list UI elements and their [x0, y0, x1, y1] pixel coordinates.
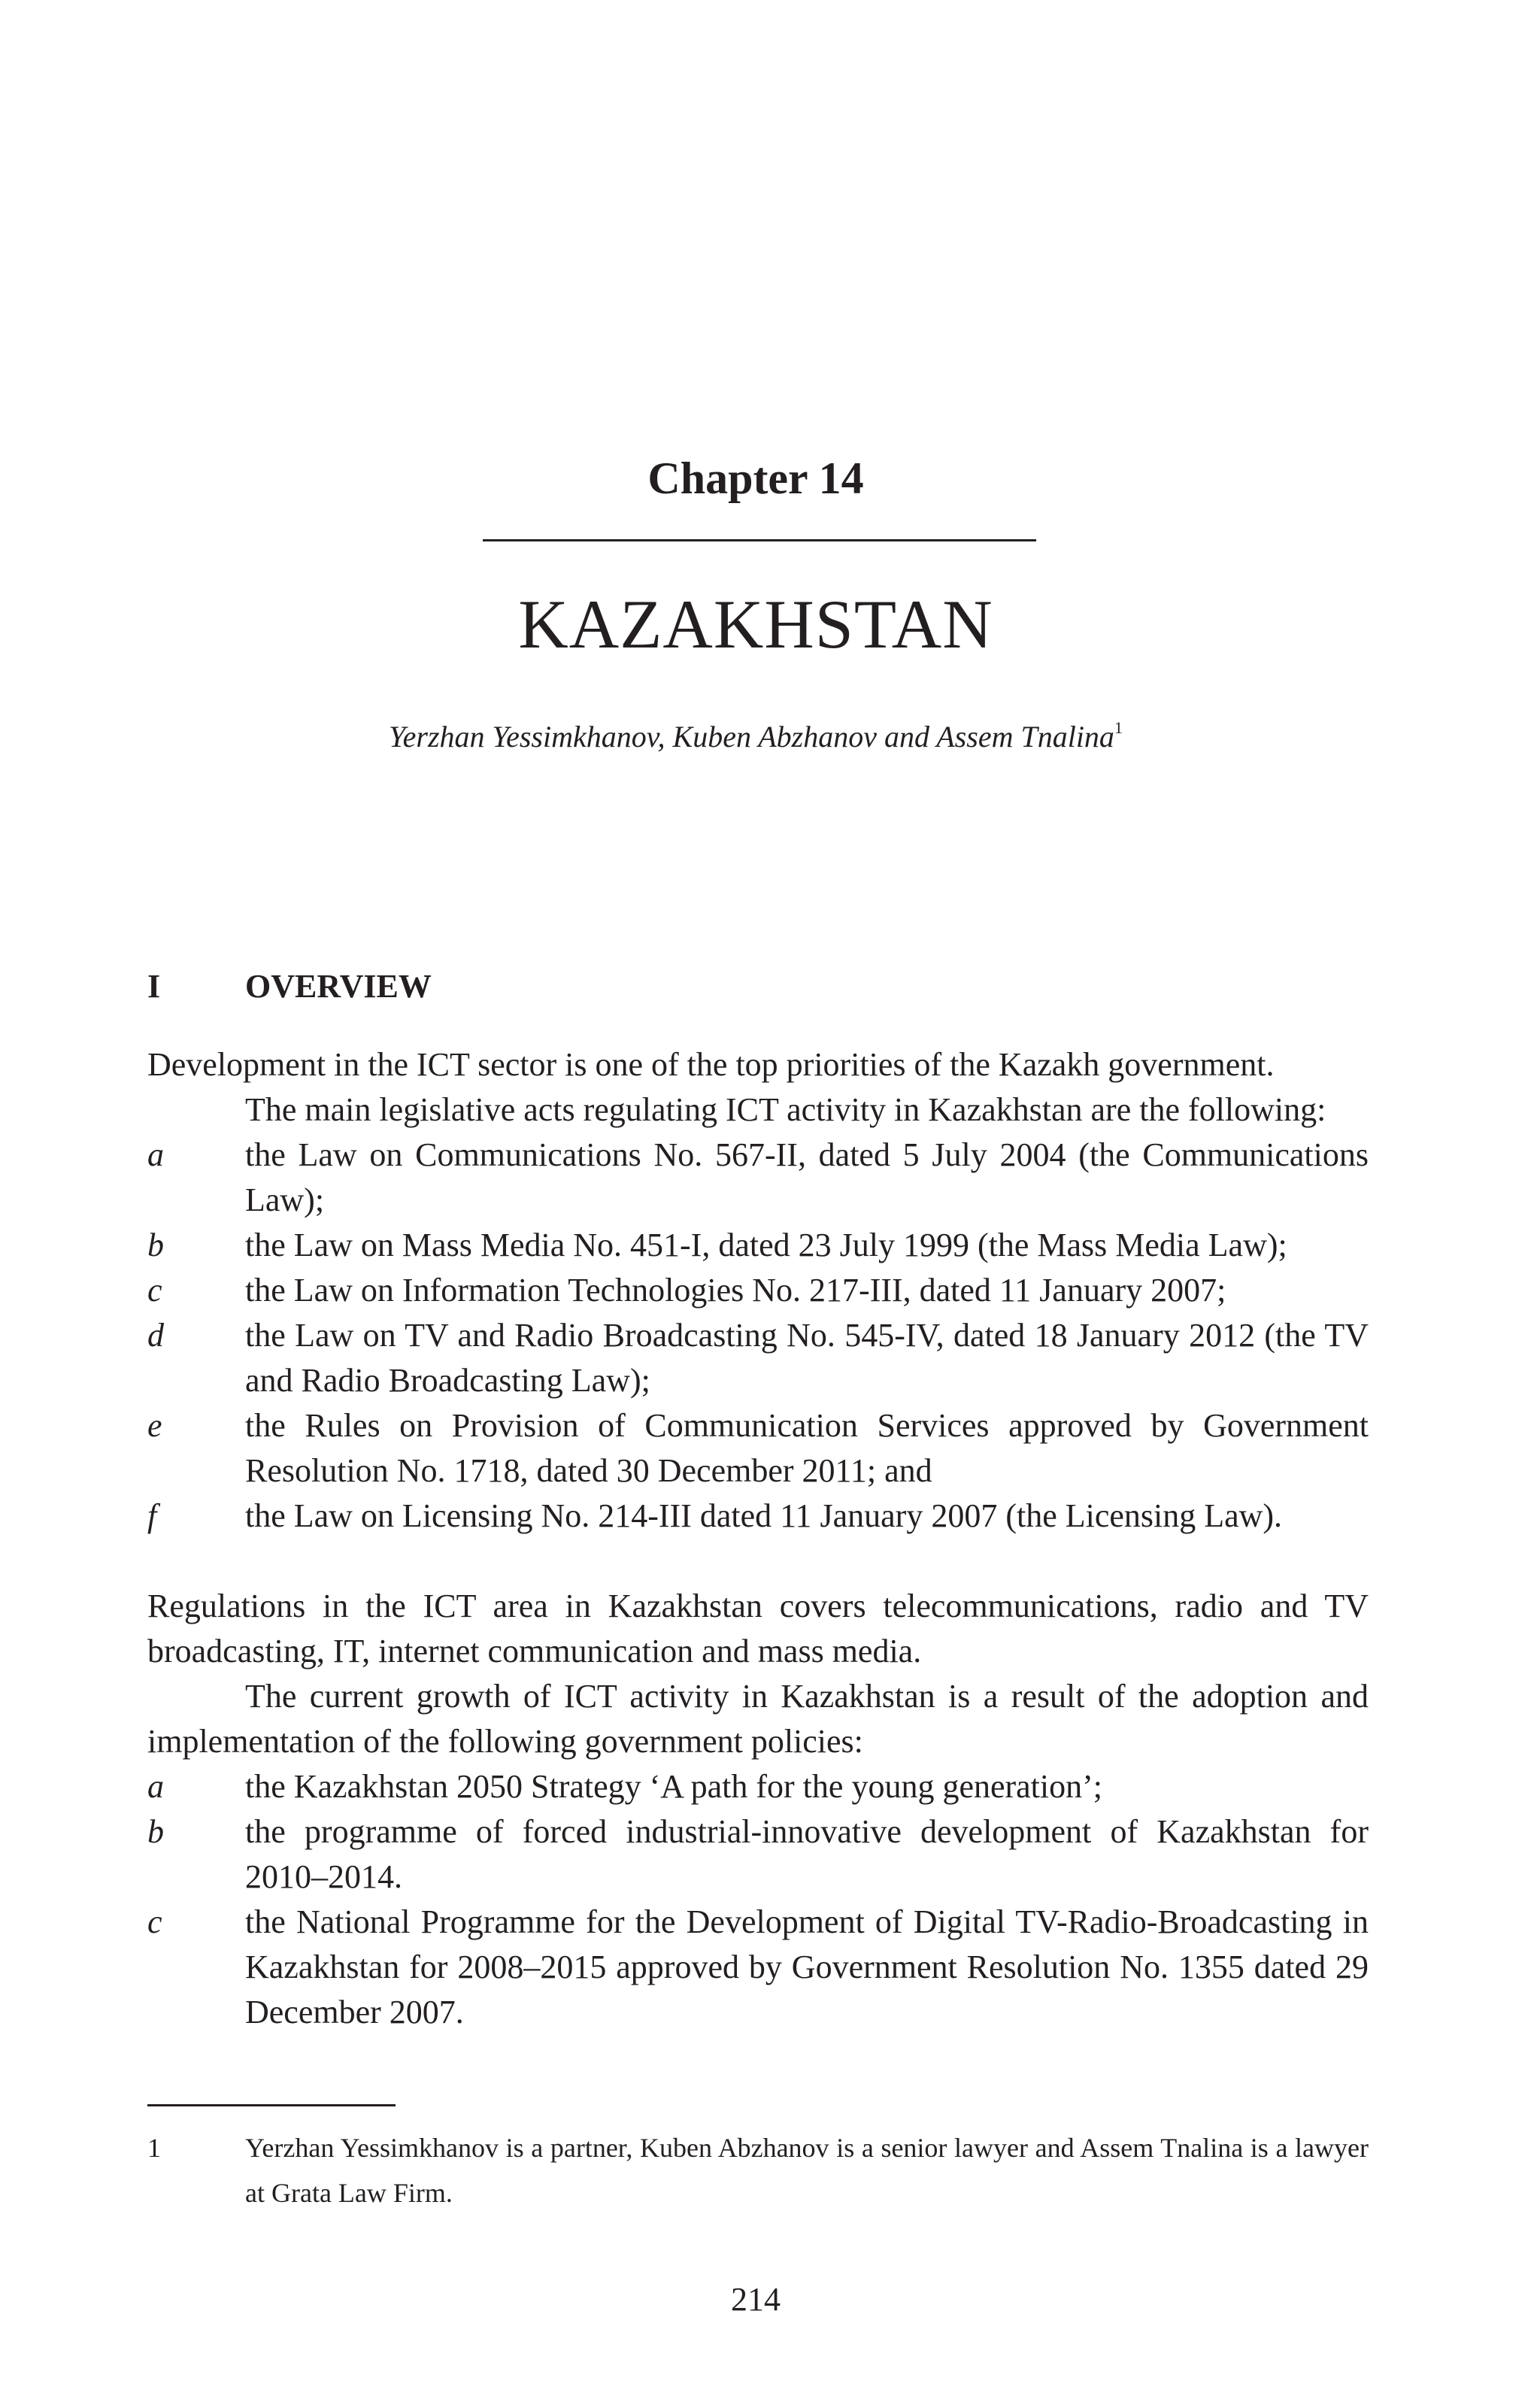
list-marker: c [147, 1903, 162, 1940]
chapter-label: Chapter 14 [647, 453, 864, 503]
list-item [147, 1133, 1369, 1223]
list-text: the Law on Mass Media No. 451-I, dated 23 July 1999 (the Mass Media Law); [245, 1227, 1287, 1263]
list-text: the Law on TV and Radio Broadcasting No. 545-IV, dated 18 January 2012 (the TV and Radio Broadcasting Law); [245, 1317, 1369, 1399]
list-item [147, 1764, 1369, 1809]
paragraph: The main legislative acts regulating ICT activity in Kazakhstan are the following: [245, 1091, 1326, 1128]
list-marker: a [147, 1136, 164, 1173]
list-marker: d [147, 1317, 164, 1354]
list-marker: f [147, 1497, 157, 1534]
section-title: OVERVIEW [245, 968, 432, 1005]
list-text: the Law on Information Technologies No. 217-III, dated 11 January 2007; [245, 1272, 1226, 1309]
list-marker: b [147, 1227, 164, 1263]
chapter-rule [483, 539, 1036, 541]
footnote-text: Yerzhan Yessimkhanov is a partner, Kuben Abzhanov is a senior lawyer and Assem Tnalina is a lawyer at Grata Law Firm. [245, 2133, 1369, 2208]
footnote-number: 1 [147, 2133, 161, 2163]
paragraph: Development in the ICT sector is one of the top priorities of the Kazakh government. [147, 1046, 1275, 1083]
list-text: the National Programme for the Development of Digital TV-Radio-Broadcasting in Kazakhstan for 2008–2015 approved by Government Resolution No. 1355 dated 29 December 2007. [245, 1903, 1369, 2030]
list-item [147, 1900, 1369, 2035]
authors-names: Yerzhan Yessimkhanov, Kuben Abzhanov and Assem Tnalina [389, 720, 1114, 754]
section-number: I [147, 968, 161, 1005]
authors-footnote-ref: 1 [1114, 718, 1123, 737]
list-marker: b [147, 1813, 164, 1850]
list-item [147, 1313, 1369, 1403]
list-item [147, 1223, 1369, 1268]
body-text [147, 1042, 1369, 2035]
list-text: the Kazakhstan 2050 Strategy ‘A path for the young generation’; [245, 1768, 1103, 1805]
list-text: the programme of forced industrial-innovative development of Kazakhstan for 2010–2014. [245, 1813, 1369, 1895]
list-text: the Law on Licensing No. 214-III dated 11 January 2007 (the Licensing Law). [245, 1497, 1283, 1534]
list-item [147, 1809, 1369, 1900]
authors [0, 714, 1511, 760]
footnote [147, 2125, 1369, 2215]
paragraph: The current growth of ICT activity in Kazakhstan is a result of the adoption and implementation of the following government policies: [147, 1678, 1369, 1760]
list-text: the Law on Communications No. 567-II, dated 5 July 2004 (the Communications Law); [245, 1136, 1369, 1218]
list-text: the Rules on Provision of Communication Services approved by Government Resolution No. 1718, dated 30 December 2011; and [245, 1407, 1369, 1489]
list-marker: c [147, 1272, 162, 1309]
list-marker: e [147, 1407, 162, 1444]
list-marker: a [147, 1768, 164, 1805]
chapter-title: KAZAKHSTAN [518, 586, 993, 663]
footnote-rule [147, 2104, 396, 2106]
list-item [147, 1268, 1369, 1313]
list-item [147, 1403, 1369, 1494]
page-number: 214 [731, 2281, 781, 2318]
paragraph: Regulations in the ICT area in Kazakhstan covers telecommunications, radio and TV broadcasting, IT, internet communication and mass media. [147, 1588, 1369, 1670]
list-item [147, 1494, 1369, 1539]
